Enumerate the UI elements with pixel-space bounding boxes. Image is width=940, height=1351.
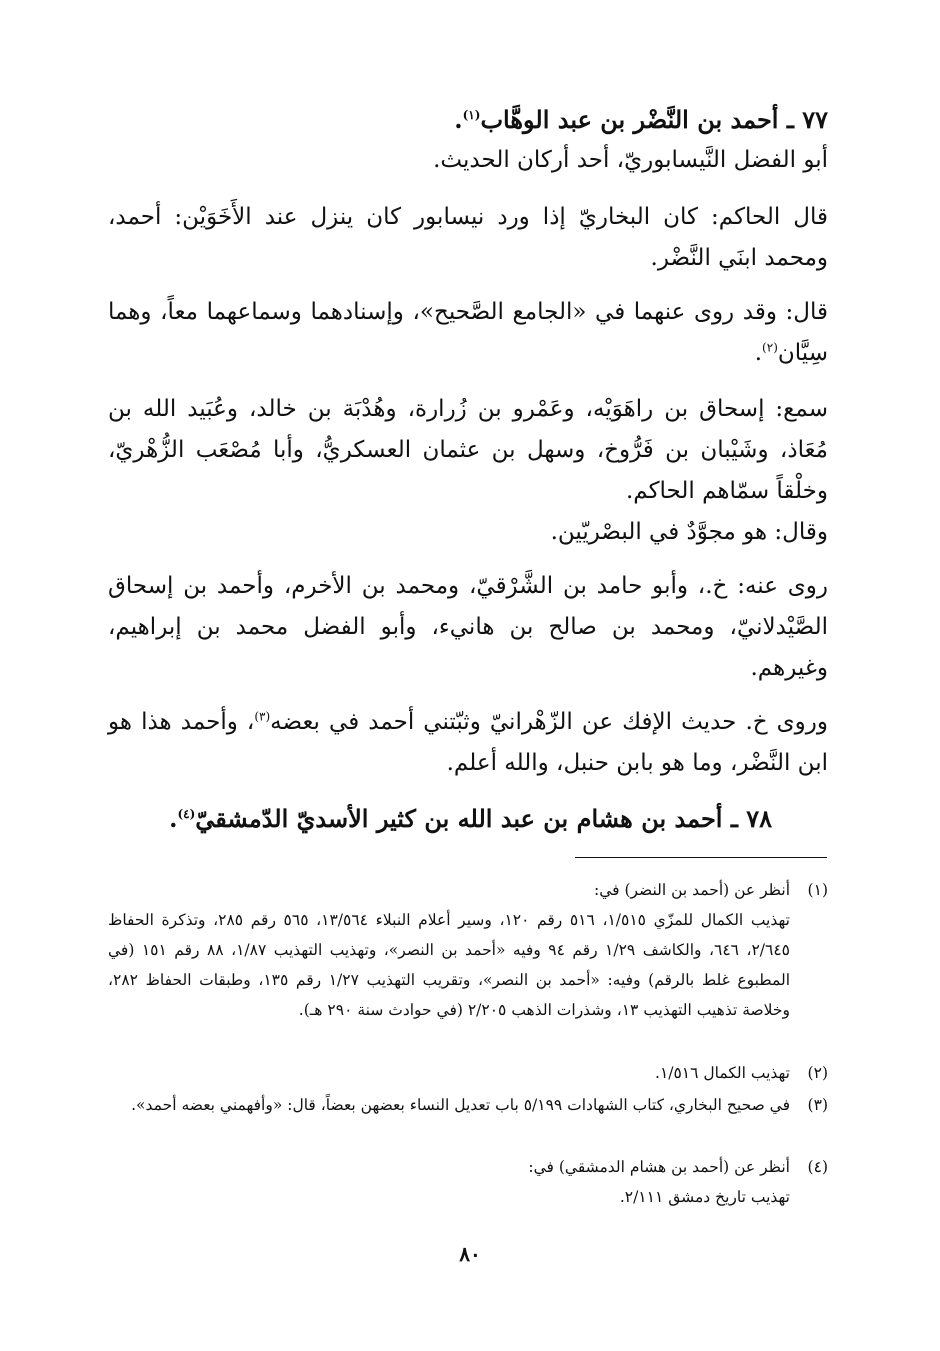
entry-77-title: ٧٧ ـ أحمد بن النَّضْر بن عبد الوهَّاب$^{(١)}$. (454, 105, 828, 134)
footnote-ref-3[interactable]: (٣) (254, 709, 271, 724)
footnote-number: (١) (807, 881, 828, 899)
footnote-number: (٤) (807, 1158, 828, 1176)
footnote-4 (108, 1152, 828, 1212)
footnote-ref-2[interactable]: (٢) (762, 340, 778, 355)
entry-77-assessment: وقال: هو مجوَّدٌ في البصْريّين. (550, 519, 828, 545)
entry-77-hakim-quote: قال الحاكم: كان البخاريّ إذا ورد نيسابور كان ينزل عند الأَخَوَيْن: أحمد، ومحمد ابنَي النَّضْر. (108, 204, 828, 271)
footnote-ref-1[interactable]: (١) (462, 108, 481, 122)
entry-77-teachers: سمع: إسحاق بن راهَوَيْه، وعَمْرو بن زُرارة، وهُدْبَة بن خالد، وعُبَيد الله بن مُعَاذ، وشَيْبان بن فَرُّوخ، وسهل بن عثمان العسكريُّ، وأبا مُصْعَب الزُّهْريّ، وخلْقاً سمّاهم الحاكم. (108, 396, 828, 504)
footnote-text: أنظر عن (أحمد بن هشام الدمشقي) في: (528, 1158, 790, 1176)
footnote-number: (٢) (807, 1064, 828, 1082)
footnote-2 (108, 1058, 828, 1088)
footnote-text: في صحيح البخاري، كتاب الشهادات ٥/١٩٩ باب تعديل النساء بعضهن بعضاً، قال: «وأفهمني بعضه أحمد». (131, 1096, 790, 1114)
entry-77-students: روى عنه: خ.، وأبو حامد بن الشَّرْقيّ، ومحمد بن الأخرم، وأحمد بن إسحاق الصَّيْدلانيّ، ومحمد بن صالح بن هانيء، وأبو الفضل محمد بن إبراهيم، وغيرهم. (108, 573, 828, 681)
footnote-text: تهذيب الكمال ١/٥١٦. (655, 1064, 790, 1082)
footnote-text: تهذيب الكمال للمزّي ١/٥١٥، ٥١٦ رقم ١٢٠، وسير أعلام النبلاء ١٣/٥٦٤، ٥٦٥ رقم ٢٨٥، وتذكرة الحفاظ ٢/٦٤٥، ٦٤٦، والكاشف ١/٢٩ رقم ٩٤ وفيه «أحمد بن النصر»، وتهذيب التهذيب ١/٨٧، ٨٨ رقم ١٥١ (في المطبوع غلط بالرقم) وفيه: «أحمد بن النصر»، وتقريب التهذيب ١/٢٧ رقم ١٣٥، وطبقات الحفاظ ٢٨٢، وخلاصة تذهيب التهذيب ١٣، وشذرات الذهب ٢/٢٠٥ (في حوادث سنة ٢٩٠ هـ). (108, 911, 790, 1019)
entry-78-title: ٧٨ ـ أحمد بن هشام بن عبد الله بن كثير الأسديّ الدّمشقيّ$^{(٤)}$. (169, 804, 772, 833)
footnote-3 (108, 1090, 828, 1120)
entry-77-riwaya-note: قال: وقد روى عنهما في «الجامع الصَّحيح»، وإسنادهما وسماعهما معاً، وهما سِيَّان$^{(٢)}$. (108, 299, 828, 366)
entry-77-kunya: أبو الفضل النَّيسابوريّ، أحد أركان الحديث. (433, 147, 828, 173)
footnote-number: (٣) (807, 1096, 828, 1114)
footnote-text: تهذيب تاريخ دمشق ٢/١١١. (619, 1188, 790, 1206)
page-number: ٨٠ (459, 1242, 481, 1266)
footnote-text: أنظر عن (أحمد بن النضر) في: (593, 881, 790, 899)
footnote-ref-4[interactable]: (٤) (177, 807, 196, 821)
footnote-divider (575, 857, 827, 858)
footnote-1 (108, 875, 828, 1025)
entry-77-ifk-hadith: وروى خ. حديث الإفك عن الزّهْرانيّ وثبّتني أحمد في بعضه$^{(٣)}$، وأحمد هذا هو ابن النَّضْر، وما هو بابن حنبل، والله أعلم. (108, 709, 828, 776)
